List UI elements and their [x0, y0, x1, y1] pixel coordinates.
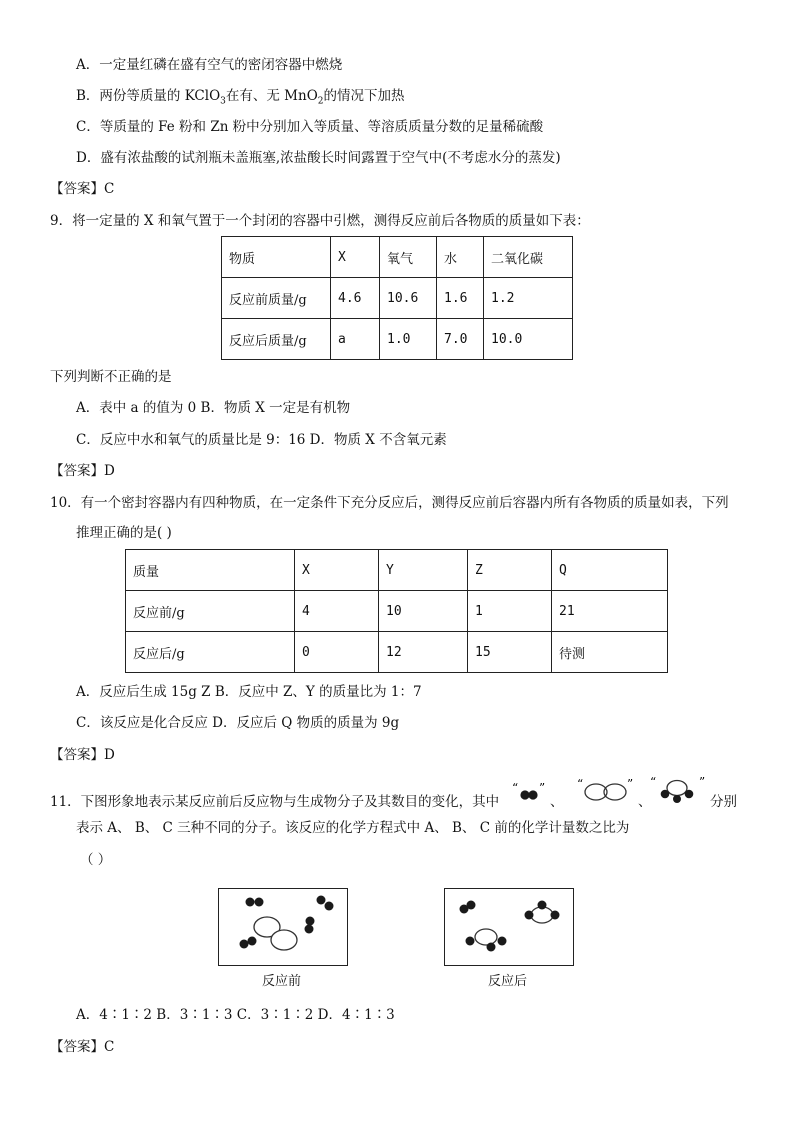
q10-stem-line2: 推理正确的是( ) [76, 525, 172, 541]
table-cell: 4 [295, 591, 379, 632]
q8-option-b: B．两份等质量的 KClO$_3$在有、无 MnO$_2$的情况下加热 [76, 88, 405, 107]
q9-answer: 【答案】D [50, 463, 115, 479]
q10-options-line2: C．该反应是化合反应 D．反应后 Q 物质的质量为 9g [76, 715, 400, 731]
q10-answer: 【答案】D [50, 747, 115, 763]
q9-table [221, 236, 573, 360]
svg-text:”: ” [539, 782, 546, 795]
table-cell: 水 [437, 237, 484, 278]
table-cell: Y [379, 550, 468, 591]
q9-prompt: 下列判断不正确的是 [50, 369, 172, 385]
q10-table [125, 549, 668, 673]
table-cell: 待测 [552, 632, 668, 673]
table-cell: 10.0 [484, 319, 573, 360]
svg-text:“: “ [650, 775, 657, 789]
table-cell: X [331, 237, 380, 278]
svg-text:”: ” [627, 777, 634, 791]
table-cell: 物质 [222, 237, 331, 278]
table-cell: a [331, 319, 380, 360]
q8-option-a: A．一定量红磷在盛有空气的密闭容器中燃烧 [76, 57, 343, 73]
table-row [126, 632, 668, 673]
q8-answer: 【答案】C [50, 181, 115, 197]
table-cell: 21 [552, 591, 668, 632]
q11-sep2: 、 [638, 794, 652, 810]
table-cell: 反应后/g [126, 632, 295, 673]
table-cell: 氧气 [380, 237, 437, 278]
table-cell: 1 [468, 591, 552, 632]
q10-stem-line1: 10．有一个密封容器内有四种物质，在一定条件下充分反应后，测得反应前后容器内所有各物质的质量如表，下列 [50, 495, 729, 511]
table-cell: 反应后质量/g [222, 319, 331, 360]
table-cell: Z [468, 550, 552, 591]
table-cell: 4.6 [331, 278, 380, 319]
table-row [126, 591, 668, 632]
table-cell: Q [552, 550, 668, 591]
molecule-c-icon [650, 774, 708, 806]
table-row [222, 319, 573, 360]
q11-sep1: 、 [550, 794, 564, 810]
table-cell: 反应前/g [126, 591, 295, 632]
q8-option-c: C．等质量的 Fe 粉和 Zn 粉中分别加入等质量、等溶质质量分数的足量稀硫酸 [76, 119, 544, 135]
q9-options-line1: A．表中 a 的值为 0 B．物质 X 一定是有机物 [76, 400, 351, 416]
svg-text:”: ” [699, 775, 706, 789]
figure-after-caption: 反应后 [488, 974, 528, 989]
q11-options: A．4∶1∶2 B．3∶1∶3 C．3∶1∶2 D．4∶1∶3 [76, 1007, 395, 1023]
table-cell: 10 [379, 591, 468, 632]
table-cell: 15 [468, 632, 552, 673]
table-cell: 0 [295, 632, 379, 673]
molecule-a-icon [512, 782, 548, 808]
table-cell: 二氧化碳 [484, 237, 573, 278]
q9-options-line2: C．反应中水和氧气的质量比是 9：16 D．物质 X 不含氧元素 [76, 432, 447, 448]
table-row [222, 278, 573, 319]
table-cell: 1.0 [380, 319, 437, 360]
table-cell: 12 [379, 632, 468, 673]
after-molecules [445, 889, 573, 965]
q11-stem-line2: 表示 A、 B、 C 三种不同的分子。该反应的化学方程式中 A、 B、 C 前的化学计量数之比为 [76, 820, 630, 836]
q8-option-d: D．盛有浓盐酸的试剂瓶未盖瓶塞,浓盐酸长时间露置于空气中(不考虑水分的蒸发) [76, 150, 561, 166]
table-cell: 10.6 [380, 278, 437, 319]
q11-stem-pre: 11．下图形象地表示某反应前后反应物与生成物分子及其数目的变化，其中 [50, 794, 500, 810]
q11-stem-post: 分别 [710, 794, 737, 810]
figure-before-box [218, 888, 348, 966]
svg-text:“: “ [577, 777, 584, 791]
svg-text:“: “ [512, 782, 519, 795]
q11-stem-line3: （ ） [80, 852, 112, 868]
table-cell: 质量 [126, 550, 295, 591]
table-row [126, 550, 668, 591]
before-molecules [219, 889, 347, 965]
table-cell: 7.0 [437, 319, 484, 360]
figure-after-box [444, 888, 574, 966]
figure-before-caption: 反应前 [262, 974, 302, 989]
table-cell: 1.6 [437, 278, 484, 319]
q9-stem: 9．将一定量的 X 和氧气置于一个封闭的容器中引燃，测得反应前后各物质的质量如下表： [50, 213, 590, 229]
table-cell: 反应前质量/g [222, 278, 331, 319]
q11-answer: 【答案】C [50, 1039, 115, 1055]
table-cell: 1.2 [484, 278, 573, 319]
molecule-b-icon [575, 776, 637, 806]
table-row [222, 237, 573, 278]
q10-options-line1: A．反应后生成 15g Z B．反应中 Z、Y 的质量比为 1：7 [76, 684, 422, 700]
table-cell: X [295, 550, 379, 591]
